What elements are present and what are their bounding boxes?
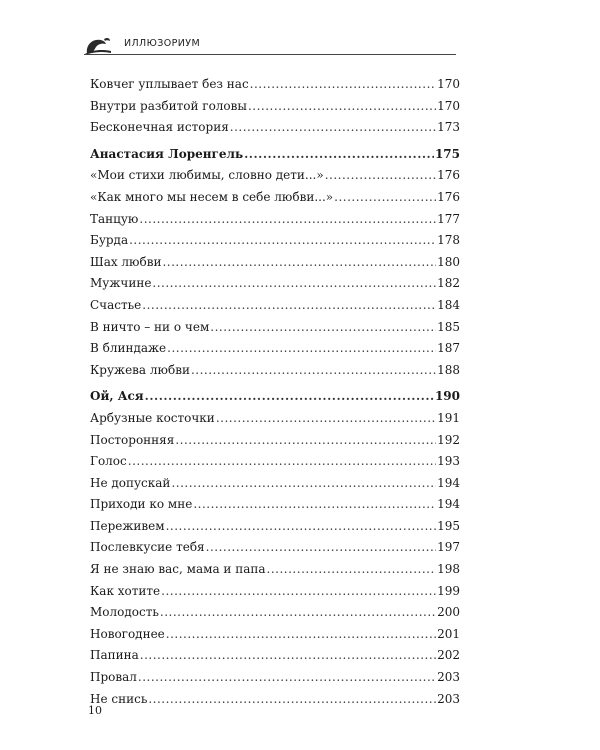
toc-leader-dots <box>267 559 437 581</box>
toc-leader-dots <box>167 338 436 360</box>
page-number: 10 <box>88 704 102 717</box>
toc-entry-page: 193 <box>437 454 460 469</box>
toc-section-heading <box>90 386 460 408</box>
toc-leader-dots <box>230 117 436 139</box>
toc-entry-page: 195 <box>437 518 460 533</box>
toc-entry-title: Провал <box>90 670 137 685</box>
header-rule <box>84 54 456 55</box>
toc-entry-title: Ковчег уплывает без нас <box>90 77 249 91</box>
toc-entry <box>90 624 460 646</box>
toc-entry <box>90 559 460 581</box>
toc-leader-dots <box>128 451 436 473</box>
toc-entry-title: Мужчине <box>90 276 152 291</box>
running-header <box>84 34 456 56</box>
toc-entry-title: Папина <box>90 648 139 663</box>
toc-entry <box>90 645 460 667</box>
toc-entry <box>90 408 460 430</box>
toc-entry-page: 180 <box>437 254 460 269</box>
toc-entry <box>90 338 460 360</box>
toc-entry-page: 170 <box>437 98 460 113</box>
toc-entry-title: «Мои стихи любимы, словно дети...» <box>90 168 324 183</box>
toc-entry-title: Внутри разбитой головы <box>90 98 247 113</box>
toc-entry-title: В ничто – ни о чем <box>90 319 210 334</box>
toc-entry-title: Ой, Ася <box>90 389 144 404</box>
toc-entry-title: Бесконечная история <box>90 120 229 135</box>
toc-leader-dots <box>248 96 436 118</box>
toc-leader-dots <box>210 317 436 339</box>
toc-entry <box>90 473 460 495</box>
toc-leader-dots <box>139 209 436 231</box>
toc-entry-page: 175 <box>434 146 460 161</box>
toc-entry-title: В блиндаже <box>90 341 167 356</box>
toc-entry-page: 184 <box>437 297 460 312</box>
toc-leader-dots <box>145 386 434 408</box>
toc-leader-dots <box>325 165 436 187</box>
toc-entry-title: Я не знаю вас, мама и папа <box>90 562 266 577</box>
toc-entry-title: Молодость <box>90 605 159 620</box>
toc-entry-page: 173 <box>437 120 460 135</box>
toc-leader-dots <box>142 295 436 317</box>
toc-entry-title: Посторонняя <box>90 432 175 447</box>
toc-entry-title: Счастье <box>90 297 142 312</box>
toc-entry-title: Не допускай <box>90 475 171 490</box>
toc-leader-dots <box>250 74 436 96</box>
toc-entry <box>90 295 460 317</box>
toc-leader-dots <box>191 360 436 382</box>
toc-entry-title: Кружева любви <box>90 362 190 377</box>
toc-leader-dots <box>166 516 437 538</box>
toc-entry-page: 198 <box>437 562 460 577</box>
toc-entry-page: 200 <box>437 605 460 620</box>
book-title: ИЛЛЮЗОРИУМ <box>124 38 201 49</box>
toc-leader-dots <box>148 689 436 711</box>
toc-entry-title: Послевкусие тебя <box>90 540 205 555</box>
toc-leader-dots <box>138 667 436 689</box>
toc-entry-page: 185 <box>437 319 460 334</box>
toc-section-heading <box>90 144 460 166</box>
toc-entry-page: 187 <box>437 341 460 356</box>
toc-entry <box>90 74 460 96</box>
toc-leader-dots <box>193 494 436 516</box>
toc-leader-dots <box>166 624 436 646</box>
toc-entry-title: Танцую <box>90 211 139 226</box>
toc-entry <box>90 187 460 209</box>
toc-entry-page: 203 <box>437 691 460 706</box>
toc-leader-dots <box>129 230 436 252</box>
toc-leader-dots <box>334 187 436 209</box>
toc-entry <box>90 516 460 538</box>
toc-entry-page: 182 <box>437 276 460 291</box>
table-of-contents <box>90 74 460 710</box>
toc-leader-dots <box>171 473 436 495</box>
toc-entry-page: 176 <box>437 189 460 204</box>
toc-entry-page: 201 <box>437 626 460 641</box>
toc-entry-page: 203 <box>437 670 460 685</box>
toc-entry <box>90 667 460 689</box>
toc-entry <box>90 317 460 339</box>
toc-entry <box>90 360 460 382</box>
toc-entry <box>90 451 460 473</box>
toc-entry <box>90 494 460 516</box>
toc-leader-dots <box>152 273 436 295</box>
toc-leader-dots <box>175 430 436 452</box>
toc-entry-page: 170 <box>437 77 460 91</box>
toc-entry-title: Арбузные косточки <box>90 410 215 425</box>
toc-entry <box>90 209 460 231</box>
toc-entry-page: 191 <box>437 410 460 425</box>
toc-entry-page: 194 <box>437 497 460 512</box>
toc-entry-title: Не снись <box>90 691 148 706</box>
toc-entry-page: 188 <box>437 362 460 377</box>
toc-entry-title: Как хотите <box>90 583 161 598</box>
toc-entry <box>90 581 460 603</box>
toc-entry-page: 192 <box>437 432 460 447</box>
toc-entry <box>90 537 460 559</box>
toc-leader-dots <box>161 581 436 603</box>
toc-entry-title: Переживем <box>90 518 165 533</box>
toc-leader-dots <box>216 408 436 430</box>
toc-entry-title: Голос <box>90 454 127 469</box>
toc-entry-title: «Как много мы несем в себе любви...» <box>90 189 334 204</box>
hat-logo-icon <box>84 34 112 56</box>
toc-leader-dots <box>244 144 434 166</box>
toc-entry-page: 178 <box>437 233 460 248</box>
toc-entry-page: 199 <box>437 583 460 598</box>
toc-leader-dots <box>162 252 436 274</box>
toc-entry-title: Анастасия Лоренгель <box>90 146 244 161</box>
toc-leader-dots <box>206 537 436 559</box>
toc-entry <box>90 165 460 187</box>
toc-entry <box>90 230 460 252</box>
toc-entry-page: 190 <box>434 389 460 404</box>
toc-entry <box>90 273 460 295</box>
toc-entry-title: Новогоднее <box>90 626 165 641</box>
toc-entry <box>90 252 460 274</box>
toc-entry <box>90 430 460 452</box>
toc-entry-page: 197 <box>437 540 460 555</box>
toc-entry-page: 194 <box>437 475 460 490</box>
toc-entry-title: Шах любви <box>90 254 162 269</box>
toc-entry <box>90 602 460 624</box>
toc-entry-title: Приходи ко мне <box>90 497 193 512</box>
toc-entry <box>90 96 460 118</box>
toc-entry <box>90 689 460 711</box>
toc-entry-page: 176 <box>437 168 460 183</box>
toc-entry-title: Бурда <box>90 233 129 248</box>
toc-leader-dots <box>140 645 436 667</box>
toc-entry-page: 177 <box>437 211 460 226</box>
toc-entry-page: 202 <box>437 648 460 663</box>
toc-entry <box>90 117 460 139</box>
toc-leader-dots <box>160 602 436 624</box>
